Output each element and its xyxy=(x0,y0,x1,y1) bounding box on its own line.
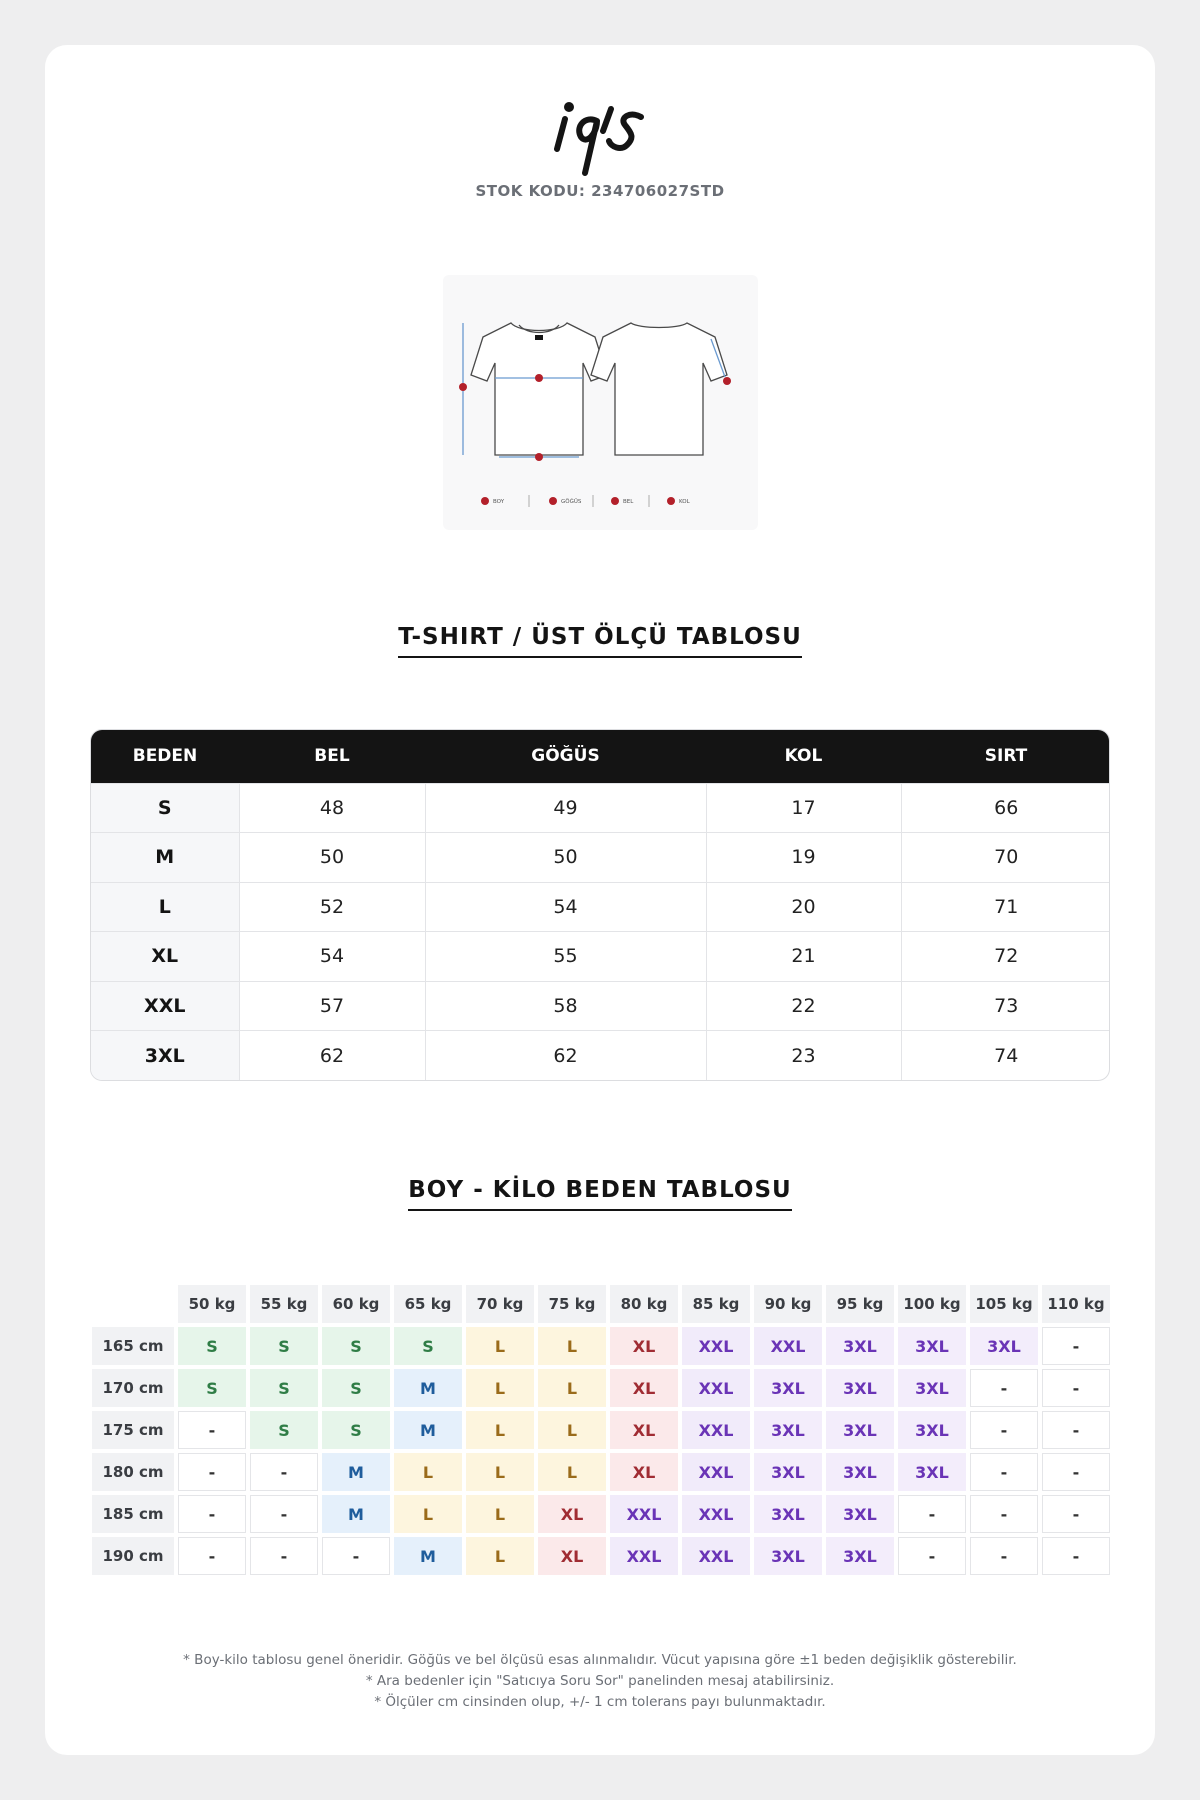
table-row xyxy=(92,1327,1110,1365)
header-kol: KOL xyxy=(706,730,901,783)
header-sirt: SIRT xyxy=(901,730,1110,783)
height-label-cell: 165 cm xyxy=(92,1327,174,1365)
marker-d-icon xyxy=(723,377,731,385)
tshirt-measurement-diagram xyxy=(443,275,758,530)
size-label-cell: XL xyxy=(91,932,239,982)
size-label-cell: XXL xyxy=(91,981,239,1031)
size-cell: S xyxy=(322,1369,390,1407)
weight-header-cell: 75 kg xyxy=(538,1285,606,1323)
weight-header-cell: 65 kg xyxy=(394,1285,462,1323)
measurement-cell: 21 xyxy=(706,932,901,982)
size-cell: - xyxy=(898,1495,966,1533)
size-cell: S xyxy=(250,1327,318,1365)
size-cell: 3XL xyxy=(898,1327,966,1365)
table-row xyxy=(91,783,1110,833)
measurement-cell: 72 xyxy=(901,932,1110,982)
size-cell: 3XL xyxy=(826,1537,894,1575)
size-label-cell: L xyxy=(91,882,239,932)
measurement-cell: 55 xyxy=(425,932,706,982)
size-cell: 3XL xyxy=(826,1495,894,1533)
size-cell: S xyxy=(322,1327,390,1365)
size-cell: M xyxy=(394,1369,462,1407)
size-cell: XXL xyxy=(610,1537,678,1575)
measurement-cell: 62 xyxy=(425,1031,706,1081)
boy-kilo-table-title: BOY - KİLO BEDEN TABLOSU xyxy=(0,1177,1200,1211)
size-cell: L xyxy=(466,1369,534,1407)
table-row xyxy=(91,932,1110,982)
measurement-cell: 48 xyxy=(239,783,425,833)
table-row xyxy=(91,1031,1110,1081)
size-cell: S xyxy=(394,1327,462,1365)
size-cell: XXL xyxy=(682,1369,750,1407)
measurement-cell: 20 xyxy=(706,882,901,932)
footnote: * Boy-kilo tablosu genel öneridir. Göğüs ve bel ölçüsü esas alınmalıdır. Vücut yapısına göre ±1 beden değişiklik gösterebilir. xyxy=(183,1652,1017,1668)
size-cell: S xyxy=(250,1369,318,1407)
measurement-cell: 66 xyxy=(901,783,1110,833)
table-row xyxy=(92,1537,1110,1575)
tshirt-size-table xyxy=(90,729,1110,1081)
size-cell: XL xyxy=(610,1327,678,1365)
measurement-cell: 73 xyxy=(901,981,1110,1031)
header-beden: BEDEN xyxy=(91,730,239,783)
size-cell: XXL xyxy=(682,1495,750,1533)
size-cell: M xyxy=(394,1537,462,1575)
size-cell: 3XL xyxy=(826,1369,894,1407)
size-cell: 3XL xyxy=(754,1537,822,1575)
size-cell: M xyxy=(322,1453,390,1491)
size-cell: XXL xyxy=(610,1495,678,1533)
size-cell: XXL xyxy=(754,1327,822,1365)
size-cell: L xyxy=(538,1411,606,1449)
header-bel: BEL xyxy=(239,730,425,783)
measurement-cell: 19 xyxy=(706,833,901,883)
measurement-cell: 74 xyxy=(901,1031,1110,1081)
measurement-cell: 50 xyxy=(239,833,425,883)
measurement-cell: 22 xyxy=(706,981,901,1031)
size-cell: - xyxy=(1042,1537,1110,1575)
size-cell: - xyxy=(178,1495,246,1533)
size-cell: XL xyxy=(610,1411,678,1449)
weight-header-cell: 110 kg xyxy=(1042,1285,1110,1323)
size-cell: 3XL xyxy=(826,1327,894,1365)
size-cell: XL xyxy=(610,1369,678,1407)
legend-c: BEL xyxy=(623,499,634,505)
marker-c-icon xyxy=(535,453,543,461)
size-cell: M xyxy=(394,1411,462,1449)
size-label-cell: S xyxy=(91,783,239,833)
size-cell: 3XL xyxy=(898,1369,966,1407)
size-cell: 3XL xyxy=(826,1411,894,1449)
height-label-cell: 175 cm xyxy=(92,1411,174,1449)
size-cell: - xyxy=(1042,1453,1110,1491)
measurement-cell: 70 xyxy=(901,833,1110,883)
size-cell: XL xyxy=(610,1453,678,1491)
table-corner xyxy=(92,1285,174,1323)
size-cell: L xyxy=(538,1327,606,1365)
size-cell: - xyxy=(250,1537,318,1575)
size-cell: - xyxy=(970,1453,1038,1491)
size-cell: L xyxy=(538,1369,606,1407)
size-cell: - xyxy=(178,1537,246,1575)
footnote: * Ara bedenler için "Satıcıya Soru Sor" panelinden mesaj atabilirsiniz. xyxy=(365,1673,835,1689)
size-cell: S xyxy=(322,1411,390,1449)
weight-header-row xyxy=(92,1285,1110,1323)
legend-a: BOY xyxy=(493,499,505,505)
footnote: * Ölçüler cm cinsinden olup, +/- 1 cm tolerans payı bulunmaktadır. xyxy=(374,1694,826,1710)
measurement-cell: 52 xyxy=(239,882,425,932)
table-row xyxy=(92,1495,1110,1533)
weight-header-cell: 105 kg xyxy=(970,1285,1038,1323)
measurement-cell: 62 xyxy=(239,1031,425,1081)
size-cell: - xyxy=(1042,1495,1110,1533)
size-cell: - xyxy=(250,1453,318,1491)
size-cell: L xyxy=(466,1495,534,1533)
size-cell: L xyxy=(394,1495,462,1533)
legend-d: KOL xyxy=(679,499,690,505)
size-cell: - xyxy=(970,1495,1038,1533)
table-row xyxy=(92,1411,1110,1449)
size-cell: L xyxy=(466,1537,534,1575)
size-cell: 3XL xyxy=(754,1495,822,1533)
size-cell: XXL xyxy=(682,1453,750,1491)
size-cell: M xyxy=(322,1495,390,1533)
weight-header-cell: 90 kg xyxy=(754,1285,822,1323)
size-cell: 3XL xyxy=(970,1327,1038,1365)
weight-header-cell: 55 kg xyxy=(250,1285,318,1323)
size-cell: - xyxy=(970,1537,1038,1575)
weight-header-cell: 95 kg xyxy=(826,1285,894,1323)
size-cell: - xyxy=(322,1537,390,1575)
size-label-cell: 3XL xyxy=(91,1031,239,1081)
size-cell: XL xyxy=(538,1537,606,1575)
table-row xyxy=(91,833,1110,883)
measurement-cell: 49 xyxy=(425,783,706,833)
size-cell: 3XL xyxy=(898,1411,966,1449)
footnotes xyxy=(0,1650,1200,1713)
size-cell: S xyxy=(178,1327,246,1365)
weight-header-cell: 80 kg xyxy=(610,1285,678,1323)
size-cell: 3XL xyxy=(898,1453,966,1491)
size-cell: L xyxy=(466,1327,534,1365)
table-row xyxy=(92,1453,1110,1491)
size-cell: - xyxy=(1042,1369,1110,1407)
size-cell: - xyxy=(970,1411,1038,1449)
header-gogus: GÖĞÜS xyxy=(425,730,706,783)
size-cell: S xyxy=(178,1369,246,1407)
boy-kilo-size-table xyxy=(88,1281,1114,1579)
size-cell: L xyxy=(466,1411,534,1449)
table-row xyxy=(92,1369,1110,1407)
measurement-cell: 50 xyxy=(425,833,706,883)
weight-header-cell: 70 kg xyxy=(466,1285,534,1323)
size-cell: L xyxy=(394,1453,462,1491)
height-label-cell: 185 cm xyxy=(92,1495,174,1533)
size-cell: - xyxy=(250,1495,318,1533)
weight-header-cell: 50 kg xyxy=(178,1285,246,1323)
table-row xyxy=(91,981,1110,1031)
size-cell: XL xyxy=(538,1495,606,1533)
measurement-cell: 17 xyxy=(706,783,901,833)
measurement-cell: 23 xyxy=(706,1031,901,1081)
size-cell: L xyxy=(538,1453,606,1491)
size-label-cell: M xyxy=(91,833,239,883)
weight-header-cell: 60 kg xyxy=(322,1285,390,1323)
size-cell: 3XL xyxy=(754,1369,822,1407)
weight-header-cell: 100 kg xyxy=(898,1285,966,1323)
measurement-cell: 58 xyxy=(425,981,706,1031)
table-header-row xyxy=(91,730,1110,783)
table-row xyxy=(91,882,1110,932)
size-cell: XXL xyxy=(682,1411,750,1449)
size-cell: 3XL xyxy=(826,1453,894,1491)
brand-logo xyxy=(545,87,655,177)
height-label-cell: 180 cm xyxy=(92,1453,174,1491)
size-cell: - xyxy=(1042,1411,1110,1449)
size-cell: S xyxy=(250,1411,318,1449)
size-cell: XXL xyxy=(682,1327,750,1365)
size-cell: - xyxy=(178,1453,246,1491)
measurement-cell: 71 xyxy=(901,882,1110,932)
size-cell: 3XL xyxy=(754,1453,822,1491)
measurement-cell: 57 xyxy=(239,981,425,1031)
size-cell: L xyxy=(466,1453,534,1491)
height-label-cell: 170 cm xyxy=(92,1369,174,1407)
marker-b-icon xyxy=(535,374,543,382)
size-cell: - xyxy=(178,1411,246,1449)
measurement-cell: 54 xyxy=(239,932,425,982)
stock-code: STOK KODU: 234706027STD xyxy=(475,182,725,200)
size-cell: - xyxy=(1042,1327,1110,1365)
size-cell: XXL xyxy=(682,1537,750,1575)
size-cell: - xyxy=(970,1369,1038,1407)
height-label-cell: 190 cm xyxy=(92,1537,174,1575)
tshirt-table-title: T-SHIRT / ÜST ÖLÇÜ TABLOSU xyxy=(0,624,1200,658)
marker-a-icon xyxy=(459,383,467,391)
legend-b: GÖĞÜS xyxy=(561,499,582,505)
measurement-cell: 54 xyxy=(425,882,706,932)
size-cell: - xyxy=(898,1537,966,1575)
weight-header-cell: 85 kg xyxy=(682,1285,750,1323)
size-cell: 3XL xyxy=(754,1411,822,1449)
